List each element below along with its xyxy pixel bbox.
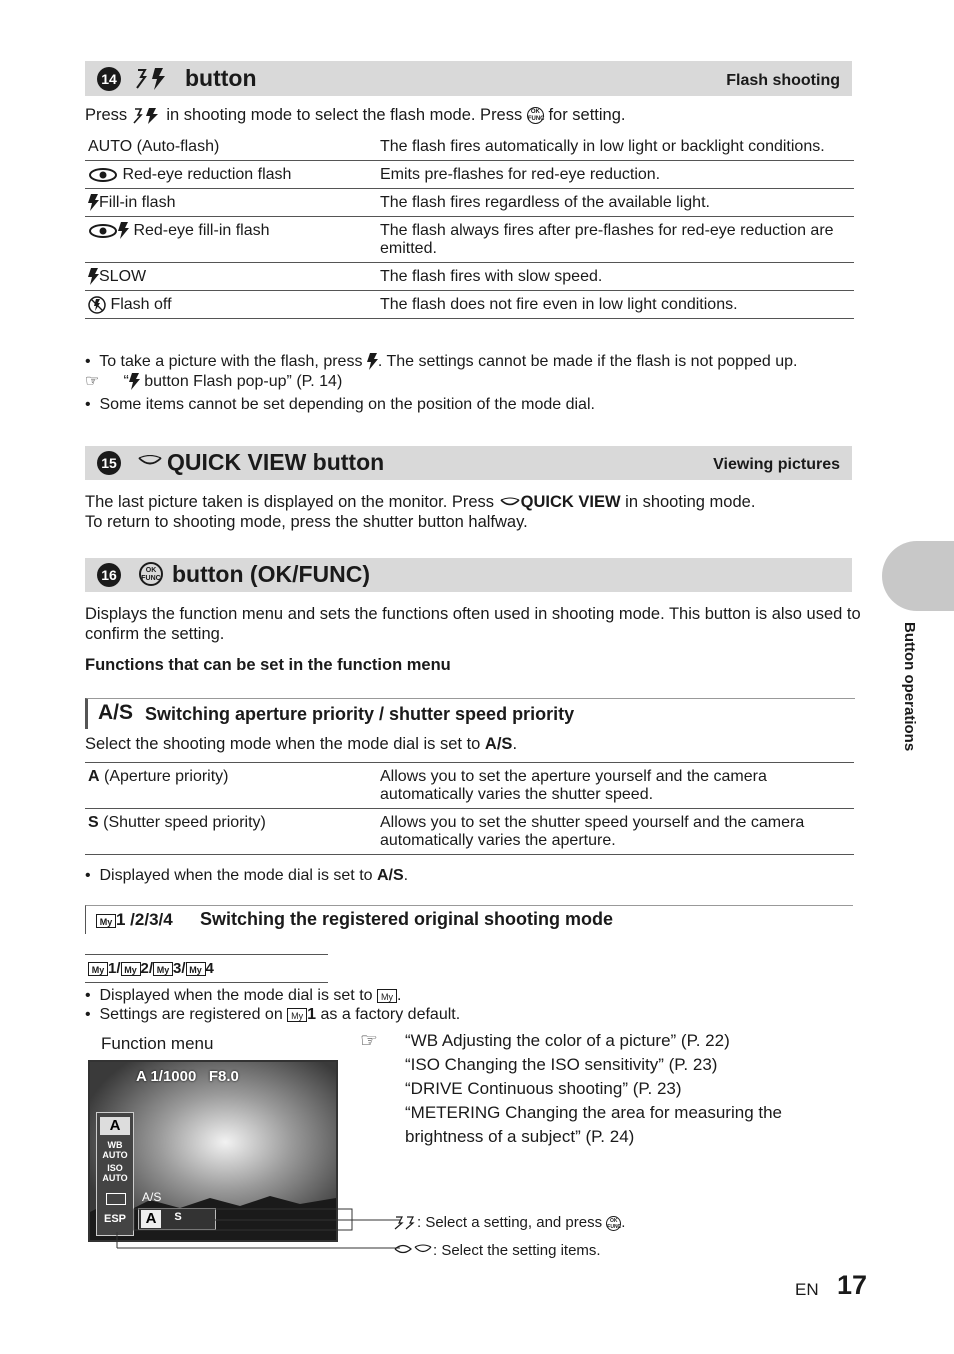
intro-text: in shooting mode to select the flash mode. Press — [166, 106, 523, 124]
as-note: • Displayed when the mode dial is set to A/S. — [85, 867, 409, 884]
flash-icon — [118, 222, 129, 239]
flash-desc-cell: The flash fires regardless of the available light. — [377, 189, 854, 217]
flash-button-icon — [133, 66, 169, 97]
flash-mode-table — [85, 133, 854, 319]
table-row — [85, 291, 854, 319]
table-row — [85, 189, 854, 217]
reference-item[interactable]: “DRIVE Continuous shooting” (P. 23) — [405, 1079, 682, 1098]
callout-select-setting: : Select a setting, and press OK FUNC. — [393, 1214, 625, 1231]
section-category: Flash shooting — [726, 72, 840, 89]
section-title: QUICK VIEW button — [167, 449, 385, 475]
intro-text: Press — [85, 106, 128, 124]
as-mode-cell: A (Aperture priority) — [85, 763, 377, 809]
my-note-1: • Displayed when the mode dial is set to My . — [85, 987, 402, 1004]
reference-list — [405, 1029, 825, 1149]
flash-mode-cell: SLOW — [85, 263, 377, 291]
flash-desc-cell: The flash fires automatically in low light or backlight conditions. — [377, 133, 854, 161]
my-mode-list: My 1/ My 2/ My 3/ My 4 — [88, 960, 214, 977]
flash-icon — [88, 194, 99, 211]
section-number: 14 — [97, 67, 121, 91]
flash-icon — [129, 373, 140, 390]
my-mode-icon: My — [153, 962, 173, 976]
ok-func-icon: OK FUNC — [527, 109, 545, 123]
callout-lines — [110, 1206, 410, 1254]
flash-note-1: • To take a picture with the flash, press . The settings cannot be made if the flash is not popped up. — [85, 353, 798, 370]
intro-text: for setting. — [548, 106, 626, 124]
flash-reference: ☞ “ button Flash pop-up” (P. 14) — [85, 373, 343, 390]
table-row — [85, 161, 854, 189]
menu-item-metering[interactable]: ESP — [103, 1213, 126, 1225]
section-15-header — [85, 446, 852, 480]
menu-item-mode[interactable]: A — [100, 1117, 130, 1135]
language-code: EN — [795, 1280, 819, 1299]
as-desc-cell: Allows you to set the aperture yourself and the camera automatically varies the shutter speed. — [377, 763, 854, 809]
quick-view-text-2: To return to shooting mode, press the shutter button halfway. — [85, 513, 528, 531]
reference-hand-icon: ☞ — [360, 1030, 378, 1052]
left-right-arrows-icon — [393, 1215, 417, 1231]
flash-icon — [367, 353, 378, 370]
callout-select-items: : Select the setting items. — [393, 1242, 601, 1259]
my-note-2: • Settings are registered on My 1 as a factory default. — [85, 1006, 461, 1023]
table-row — [85, 809, 854, 855]
flash-note-2: • Some items cannot be set depending on the position of the mode dial. — [85, 396, 595, 413]
ok-func-description: Displays the function menu and sets the functions often used in shooting mode. This button is also used to confirm the setting. — [85, 605, 861, 643]
flash-desc-cell: The flash always fires after pre-flashes for red-eye reduction are emitted. — [377, 217, 854, 263]
as-subsection-header — [85, 698, 855, 729]
side-tab-marker — [882, 541, 954, 611]
flash-icon — [88, 268, 99, 285]
table-row — [85, 133, 854, 161]
section-category: Viewing pictures — [713, 456, 840, 473]
my-label: My 1 /2/3/4 — [96, 910, 173, 930]
flash-button-icon — [132, 107, 162, 125]
flash-mode-cell: Red-eye fill-in flash — [85, 217, 377, 263]
drive-single-icon[interactable] — [106, 1193, 126, 1205]
exposure-readout: A 1/1000 F8.0 — [136, 1068, 239, 1085]
menu-item-iso[interactable]: ISO AUTO — [102, 1163, 128, 1183]
as-mode-cell: S (Shutter speed priority) — [85, 809, 377, 855]
my-mode-icon: My — [377, 989, 397, 1003]
aperture-option[interactable]: A — [141, 1210, 161, 1228]
flash-mode-cell: Red-eye reduction flash — [85, 161, 377, 189]
mode-label: A/S — [142, 1190, 162, 1204]
my-mode-icon: My — [121, 962, 141, 976]
flash-mode-cell: Flash off — [85, 291, 377, 319]
table-row — [85, 263, 854, 291]
table-row — [85, 217, 854, 263]
ok-func-icon: OK FUNC — [607, 1217, 622, 1230]
up-down-arrows-icon — [393, 1244, 433, 1258]
as-mode-table — [85, 762, 854, 855]
quick-view-text: The last picture taken is displayed on the monitor. Press QUICK VIEW in shooting mode. — [85, 493, 756, 511]
function-menu-heading: Functions that can be set in the function menu — [85, 656, 451, 674]
section-16-header — [85, 558, 852, 592]
section-number: 15 — [97, 451, 121, 475]
flash-off-icon — [88, 296, 106, 314]
flash-desc-cell: The flash does not fire even in low light conditions. — [377, 291, 854, 319]
reference-item[interactable]: “ISO Changing the ISO sensitivity” (P. 23) — [405, 1055, 718, 1074]
my-mode-icon: My — [96, 914, 116, 928]
as-title: Switching aperture priority / shutter speed priority — [145, 704, 575, 724]
red-eye-icon — [88, 224, 118, 238]
section-title: button — [185, 65, 257, 91]
quick-view-icon — [137, 455, 163, 469]
side-tab-label: Button operations — [901, 622, 918, 752]
reference-hand-icon: ☞ — [85, 373, 100, 390]
function-menu-label: Function menu — [101, 1034, 214, 1053]
red-eye-icon — [88, 168, 118, 182]
as-desc-cell: Allows you to set the shutter speed yourself and the camera automatically varies the aperture. — [377, 809, 854, 855]
menu-item-wb[interactable]: WB AUTO — [102, 1140, 128, 1160]
shutter-option[interactable]: S — [174, 1211, 182, 1223]
flash-mode-cell: Fill-in flash — [85, 189, 377, 217]
quick-view-icon — [499, 497, 521, 509]
my-title: Switching the registered original shooting mode — [200, 909, 614, 929]
as-label: A/S — [98, 701, 134, 724]
my-mode-icon: My — [287, 1008, 307, 1022]
as-intro: Select the shooting mode when the mode dial is set to A/S. — [85, 735, 518, 753]
flash-desc-cell: Emits pre-flashes for red-eye reduction. — [377, 161, 854, 189]
my-subsection-header — [85, 905, 853, 934]
table-row — [85, 763, 854, 809]
my-mode-icon: My — [88, 962, 108, 976]
reference-item[interactable]: “METERING Changing the area for measuring the brightness of a subject” (P. 24) — [405, 1103, 783, 1146]
my-mode-box — [85, 954, 328, 983]
section-14-header — [85, 61, 852, 96]
page-number: 17 — [837, 1270, 868, 1300]
flash-mode-cell: AUTO (Auto-flash) — [85, 133, 377, 161]
reference-item[interactable]: “WB Adjusting the color of a picture” (P. 22) — [405, 1031, 730, 1050]
ok-func-icon: OK FUNC — [139, 562, 163, 586]
section-number: 16 — [97, 563, 121, 587]
flash-desc-cell: The flash fires with slow speed. — [377, 263, 854, 291]
my-mode-icon: My — [186, 962, 206, 976]
flash-intro — [85, 105, 625, 125]
section-title: button (OK/FUNC) — [172, 561, 370, 587]
